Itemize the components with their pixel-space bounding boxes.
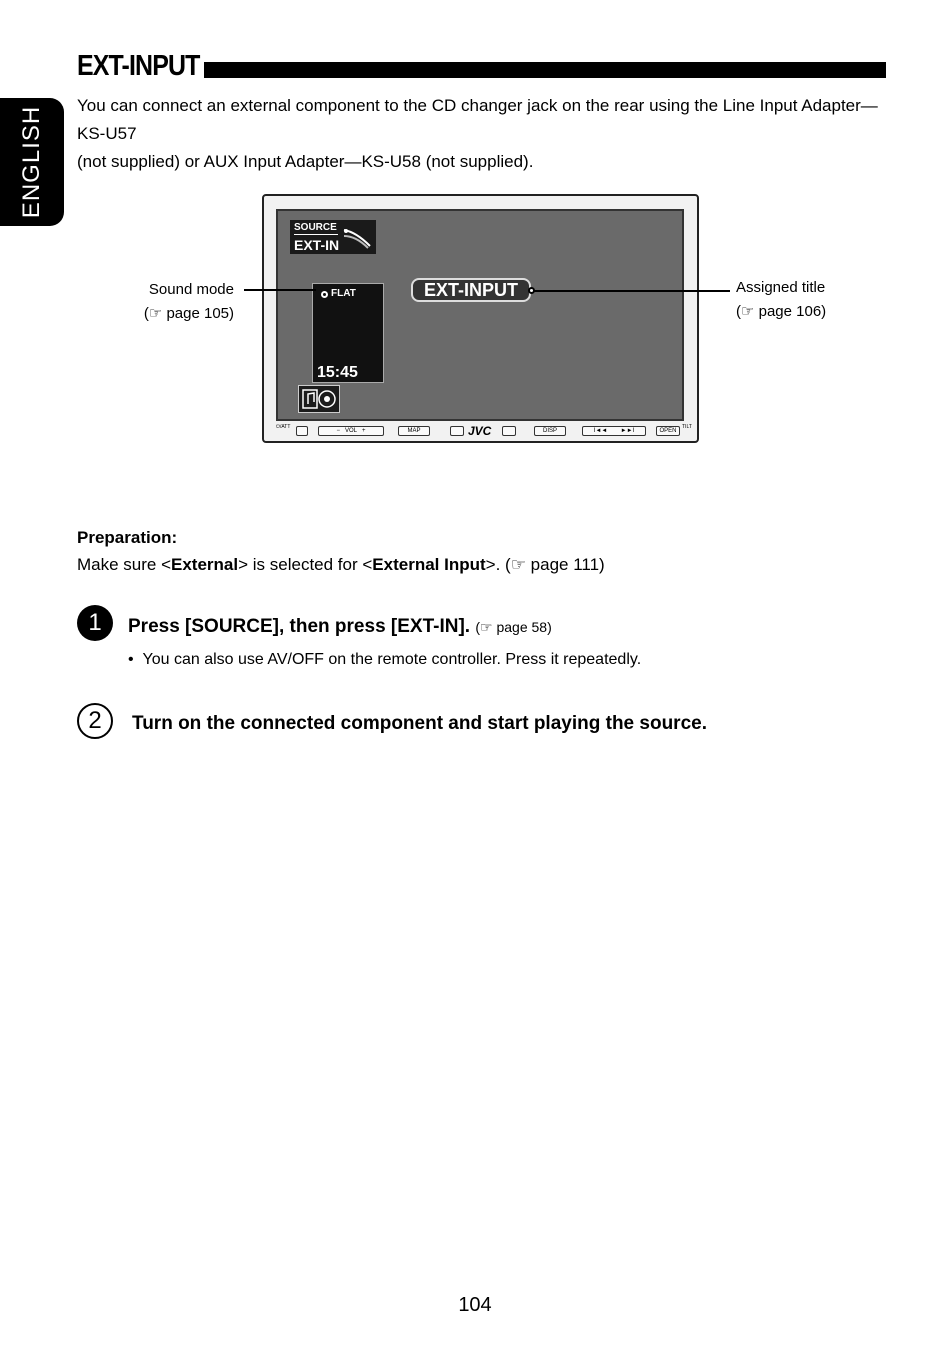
music-note-graphic [299,386,339,412]
page-title: EXT-INPUT [77,50,200,82]
page-number: 104 [458,1294,492,1316]
device-screen [276,209,684,421]
intro-line-2: (not supplied) or AUX Input Adapter—KS-U58 (not supplied). [77,152,534,171]
skip-prev: I◄◄ [593,428,608,434]
prep-mid: > is selected for < [238,555,373,574]
map-button: MAP [398,426,430,436]
skip-next: ►►I [620,428,635,434]
assigned-title-callout-label: Assigned title [736,279,826,296]
device-illustration [262,194,699,443]
source-value: EXT-IN [294,237,340,253]
att-button [296,426,308,436]
sound-mode-callout-label: Sound mode [148,281,234,298]
cable-icon [342,226,372,250]
assigned-title-leader-dot [528,287,535,294]
title-bar-decoration [204,62,886,78]
step-1-bullet: • You can also use AV/OFF on the remote controller. Press it repeatedly. [128,651,642,668]
step-2-text: Turn on the connected component and start playing the source. [132,713,707,734]
source-label: SOURCE [294,222,337,233]
step-1-instruction: Press [SOURCE], then press [EXT-IN]. [128,616,471,637]
assigned-title-display: EXT-INPUT [411,278,531,302]
sound-mode-callout-ref: (☞ page 105) [143,305,234,322]
sound-mode-callout [100,278,234,326]
assigned-title-callout-ref: (☞ page 106) [736,303,827,320]
step-1-ref: (☞ page 58) [475,619,552,635]
att-label: ⏻/ATT [276,424,291,430]
source-indicator [290,220,376,254]
language-tab [0,98,64,226]
step-2-number: 2 [77,703,113,739]
sound-mode-value: FLAT [331,288,356,299]
intro-line-1: You can connect an external component to the CD changer jack on the rear using the Line Input Adapter—KS-U57 [77,96,878,143]
sound-mode-leader-line [244,289,316,291]
clock-display: 15:45 [317,364,358,381]
step-1-text [128,616,552,638]
open-button: OPEN [656,426,680,436]
prep-bold-external: External [171,555,239,574]
intro-paragraph [77,92,887,176]
volume-button [318,426,384,436]
assigned-title-leader-line [532,290,730,292]
prep-post: >. (☞ page 111) [485,555,605,574]
volume-label: VOL [344,428,357,434]
sound-mode-icon [321,291,328,298]
volume-plus: + [362,428,366,434]
step-1-number: 1 [77,605,113,641]
tilt-label: TILT [682,424,692,430]
step-1-bullet-text: You can also use AV/OFF on the remote controller. Press it repeatedly. [142,651,642,668]
device-button-bar [272,424,692,438]
preparation-text [77,555,605,575]
disp-button: DISP [534,426,566,436]
sound-mode-indicator [321,288,356,299]
preparation-heading: Preparation: [77,528,178,547]
left-bracket-button [450,426,464,436]
sound-mode-panel [312,283,384,383]
assigned-title-callout [736,276,876,324]
language-tab-label: ENGLISH [18,105,45,219]
right-bracket-button [502,426,516,436]
source-divider [294,234,338,235]
volume-minus: − [336,428,340,434]
skip-button [582,426,646,436]
music-note-icon [298,385,340,413]
brand-logo: JVC [468,424,492,438]
prep-pre: Make sure < [77,555,172,574]
prep-bold-external-input: External Input [372,555,486,574]
